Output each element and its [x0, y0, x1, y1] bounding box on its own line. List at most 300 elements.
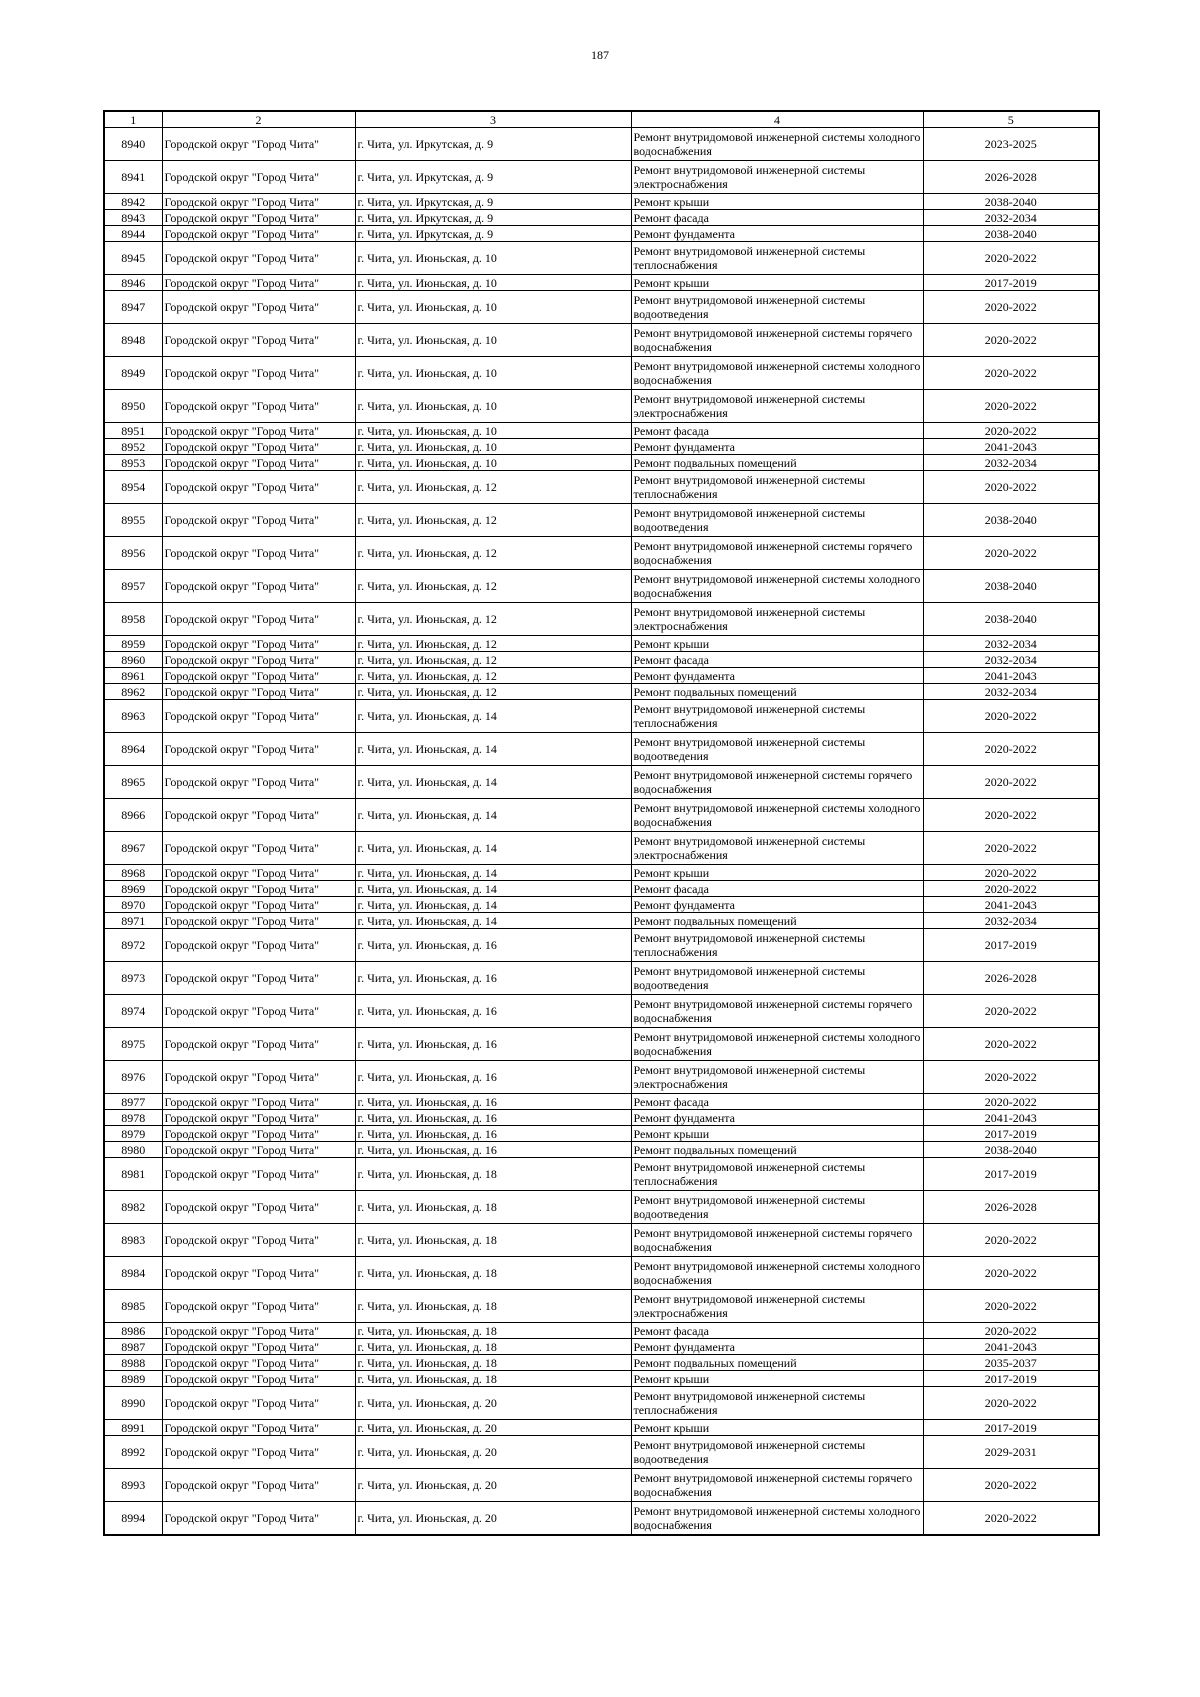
address-cell: г. Чита, ул. Июньская, д. 12: [355, 636, 631, 652]
work-type-cell: Ремонт внутридомовой инженерной системы холодного водоснабжения: [631, 799, 923, 832]
district-cell: Городской округ "Город Чита": [162, 1142, 355, 1158]
district-cell: Городской округ "Город Чита": [162, 799, 355, 832]
table-row: [104, 913, 1099, 929]
table-row: [104, 1094, 1099, 1110]
district-cell: Городской округ "Город Чита": [162, 1158, 355, 1191]
work-type-cell: Ремонт внутридомовой инженерной системы горячего водоснабжения: [631, 766, 923, 799]
table-body: [104, 128, 1099, 1536]
address-cell: г. Чита, ул. Июньская, д. 16: [355, 1142, 631, 1158]
work-type-cell: Ремонт внутридомовой инженерной системы электроснабжения: [631, 390, 923, 423]
district-cell: Городской округ "Город Чита": [162, 390, 355, 423]
district-cell: Городской округ "Город Чита": [162, 733, 355, 766]
district-cell: Городской округ "Город Чита": [162, 291, 355, 324]
row-number-cell: 8945: [104, 242, 162, 275]
district-cell: Городской округ "Город Чита": [162, 455, 355, 471]
period-cell: 2020-2022: [923, 291, 1099, 324]
address-cell: г. Чита, ул. Июньская, д. 18: [355, 1355, 631, 1371]
period-cell: 2020-2022: [923, 1323, 1099, 1339]
table-row: [104, 324, 1099, 357]
address-cell: г. Чита, ул. Июньская, д. 14: [355, 913, 631, 929]
work-type-cell: Ремонт внутридомовой инженерной системы горячего водоснабжения: [631, 324, 923, 357]
work-type-cell: Ремонт внутридомовой инженерной системы горячего водоснабжения: [631, 537, 923, 570]
period-cell: 2032-2034: [923, 652, 1099, 668]
table-row: [104, 766, 1099, 799]
row-number-cell: 8947: [104, 291, 162, 324]
row-number-cell: 8955: [104, 504, 162, 537]
district-cell: Городской округ "Город Чита": [162, 1094, 355, 1110]
table-row: [104, 1502, 1099, 1536]
table-row: [104, 439, 1099, 455]
table-row: [104, 832, 1099, 865]
address-cell: г. Чита, ул. Июньская, д. 14: [355, 897, 631, 913]
work-type-cell: Ремонт внутридомовой инженерной системы электроснабжения: [631, 161, 923, 194]
column-header-2: 2: [162, 111, 355, 128]
table-row: [104, 1469, 1099, 1502]
period-cell: 2035-2037: [923, 1355, 1099, 1371]
row-number-cell: 8967: [104, 832, 162, 865]
district-cell: Городской округ "Город Чита": [162, 962, 355, 995]
row-number-cell: 8942: [104, 194, 162, 210]
address-cell: г. Чита, ул. Июньская, д. 10: [355, 242, 631, 275]
table-row: [104, 799, 1099, 832]
work-type-cell: Ремонт фасада: [631, 210, 923, 226]
table-row: [104, 1110, 1099, 1126]
district-cell: Городской округ "Город Чита": [162, 471, 355, 504]
period-cell: 2017-2019: [923, 1158, 1099, 1191]
address-cell: г. Чита, ул. Июньская, д. 12: [355, 652, 631, 668]
period-cell: 2020-2022: [923, 1290, 1099, 1323]
work-type-cell: Ремонт фундамента: [631, 1339, 923, 1355]
table-row: [104, 995, 1099, 1028]
column-header-1: 1: [104, 111, 162, 128]
row-number-cell: 8989: [104, 1371, 162, 1387]
work-type-cell: Ремонт внутридомовой инженерной системы горячего водоснабжения: [631, 995, 923, 1028]
district-cell: Городской округ "Город Чита": [162, 1436, 355, 1469]
work-type-cell: Ремонт подвальных помещений: [631, 684, 923, 700]
period-cell: 2020-2022: [923, 1502, 1099, 1536]
table-row: [104, 1257, 1099, 1290]
address-cell: г. Чита, ул. Июньская, д. 12: [355, 570, 631, 603]
table-row: [104, 733, 1099, 766]
table-row: [104, 1436, 1099, 1469]
row-number-cell: 8976: [104, 1061, 162, 1094]
period-cell: 2020-2022: [923, 1224, 1099, 1257]
period-cell: 2041-2043: [923, 1339, 1099, 1355]
table-row: [104, 194, 1099, 210]
row-number-cell: 8987: [104, 1339, 162, 1355]
period-cell: 2020-2022: [923, 537, 1099, 570]
period-cell: 2017-2019: [923, 275, 1099, 291]
row-number-cell: 8971: [104, 913, 162, 929]
row-number-cell: 8979: [104, 1126, 162, 1142]
column-header-4: 4: [631, 111, 923, 128]
row-number-cell: 8966: [104, 799, 162, 832]
district-cell: Городской округ "Город Чита": [162, 1191, 355, 1224]
work-type-cell: Ремонт внутридомовой инженерной системы теплоснабжения: [631, 1158, 923, 1191]
period-cell: 2032-2034: [923, 455, 1099, 471]
district-cell: Городской округ "Город Чита": [162, 1339, 355, 1355]
row-number-cell: 8986: [104, 1323, 162, 1339]
period-cell: 2020-2022: [923, 881, 1099, 897]
address-cell: г. Чита, ул. Июньская, д. 12: [355, 668, 631, 684]
period-cell: 2020-2022: [923, 995, 1099, 1028]
work-type-cell: Ремонт крыши: [631, 1126, 923, 1142]
district-cell: Городской округ "Город Чита": [162, 570, 355, 603]
period-cell: 2038-2040: [923, 226, 1099, 242]
table-row: [104, 1323, 1099, 1339]
table-row: [104, 1290, 1099, 1323]
address-cell: г. Чита, ул. Июньская, д. 18: [355, 1371, 631, 1387]
address-cell: г. Чита, ул. Июньская, д. 16: [355, 1061, 631, 1094]
address-cell: г. Чита, ул. Июньская, д. 12: [355, 504, 631, 537]
address-cell: г. Чита, ул. Иркутская, д. 9: [355, 128, 631, 161]
column-header-3: 3: [355, 111, 631, 128]
table-row: [104, 570, 1099, 603]
address-cell: г. Чита, ул. Иркутская, д. 9: [355, 161, 631, 194]
district-cell: Городской округ "Город Чита": [162, 324, 355, 357]
address-cell: г. Чита, ул. Иркутская, д. 9: [355, 194, 631, 210]
district-cell: Городской округ "Город Чита": [162, 913, 355, 929]
row-number-cell: 8991: [104, 1420, 162, 1436]
period-cell: 2020-2022: [923, 865, 1099, 881]
district-cell: Городской округ "Город Чита": [162, 897, 355, 913]
row-number-cell: 8975: [104, 1028, 162, 1061]
district-cell: Городской округ "Город Чита": [162, 1257, 355, 1290]
work-type-cell: Ремонт фундамента: [631, 668, 923, 684]
work-type-cell: Ремонт фундамента: [631, 439, 923, 455]
work-type-cell: Ремонт крыши: [631, 636, 923, 652]
address-cell: г. Чита, ул. Июньская, д. 14: [355, 881, 631, 897]
row-number-cell: 8981: [104, 1158, 162, 1191]
row-number-cell: 8960: [104, 652, 162, 668]
period-cell: 2020-2022: [923, 799, 1099, 832]
header-row: [104, 111, 1099, 128]
row-number-cell: 8944: [104, 226, 162, 242]
period-cell: 2020-2022: [923, 733, 1099, 766]
address-cell: г. Чита, ул. Июньская, д. 10: [355, 455, 631, 471]
work-type-cell: Ремонт внутридомовой инженерной системы теплоснабжения: [631, 471, 923, 504]
work-type-cell: Ремонт внутридомовой инженерной системы электроснабжения: [631, 832, 923, 865]
address-cell: г. Чита, ул. Июньская, д. 18: [355, 1158, 631, 1191]
row-number-cell: 8968: [104, 865, 162, 881]
address-cell: г. Чита, ул. Июньская, д. 18: [355, 1339, 631, 1355]
row-number-cell: 8988: [104, 1355, 162, 1371]
work-type-cell: Ремонт внутридомовой инженерной системы теплоснабжения: [631, 1387, 923, 1420]
district-cell: Городской округ "Город Чита": [162, 1371, 355, 1387]
district-cell: Городской округ "Город Чита": [162, 636, 355, 652]
table-row: [104, 275, 1099, 291]
district-cell: Городской округ "Город Чита": [162, 865, 355, 881]
district-cell: Городской округ "Город Чита": [162, 242, 355, 275]
district-cell: Городской округ "Город Чита": [162, 603, 355, 636]
address-cell: г. Чита, ул. Июньская, д. 12: [355, 603, 631, 636]
address-cell: г. Чита, ул. Июньская, д. 12: [355, 471, 631, 504]
table-row: [104, 471, 1099, 504]
row-number-cell: 8963: [104, 700, 162, 733]
work-type-cell: Ремонт внутридомовой инженерной системы холодного водоснабжения: [631, 357, 923, 390]
row-number-cell: 8970: [104, 897, 162, 913]
district-cell: Городской округ "Город Чита": [162, 929, 355, 962]
address-cell: г. Чита, ул. Июньская, д. 10: [355, 439, 631, 455]
work-type-cell: Ремонт фасада: [631, 1094, 923, 1110]
period-cell: 2017-2019: [923, 1126, 1099, 1142]
district-cell: Городской округ "Город Чита": [162, 1469, 355, 1502]
period-cell: 2020-2022: [923, 1094, 1099, 1110]
row-number-cell: 8954: [104, 471, 162, 504]
address-cell: г. Чита, ул. Июньская, д. 10: [355, 291, 631, 324]
period-cell: 2017-2019: [923, 1420, 1099, 1436]
work-type-cell: Ремонт фундамента: [631, 1110, 923, 1126]
column-header-5: 5: [923, 111, 1099, 128]
table-row: [104, 603, 1099, 636]
district-cell: Городской округ "Город Чита": [162, 210, 355, 226]
work-type-cell: Ремонт внутридомовой инженерной системы электроснабжения: [631, 603, 923, 636]
address-cell: г. Чита, ул. Июньская, д. 16: [355, 1110, 631, 1126]
row-number-cell: 8982: [104, 1191, 162, 1224]
period-cell: 2026-2028: [923, 962, 1099, 995]
district-cell: Городской округ "Город Чита": [162, 1387, 355, 1420]
row-number-cell: 8948: [104, 324, 162, 357]
address-cell: г. Чита, ул. Июньская, д. 10: [355, 275, 631, 291]
work-type-cell: Ремонт крыши: [631, 1371, 923, 1387]
address-cell: г. Чита, ул. Июньская, д. 10: [355, 357, 631, 390]
work-type-cell: Ремонт внутридомовой инженерной системы водоотведения: [631, 291, 923, 324]
table-row: [104, 668, 1099, 684]
table-row: [104, 357, 1099, 390]
work-type-cell: Ремонт фундамента: [631, 897, 923, 913]
table-row: [104, 1191, 1099, 1224]
district-cell: Городской округ "Город Чита": [162, 1061, 355, 1094]
row-number-cell: 8965: [104, 766, 162, 799]
row-number-cell: 8969: [104, 881, 162, 897]
address-cell: г. Чита, ул. Июньская, д. 10: [355, 423, 631, 439]
work-type-cell: Ремонт фундамента: [631, 226, 923, 242]
work-type-cell: Ремонт внутридомовой инженерной системы электроснабжения: [631, 1061, 923, 1094]
address-cell: г. Чита, ул. Июньская, д. 14: [355, 733, 631, 766]
period-cell: 2038-2040: [923, 1142, 1099, 1158]
row-number-cell: 8961: [104, 668, 162, 684]
address-cell: г. Чита, ул. Июньская, д. 20: [355, 1469, 631, 1502]
row-number-cell: 8952: [104, 439, 162, 455]
district-cell: Городской округ "Город Чита": [162, 1126, 355, 1142]
address-cell: г. Чита, ул. Июньская, д. 20: [355, 1420, 631, 1436]
table-row: [104, 684, 1099, 700]
work-type-cell: Ремонт крыши: [631, 1420, 923, 1436]
period-cell: 2020-2022: [923, 1257, 1099, 1290]
district-cell: Городской округ "Город Чита": [162, 766, 355, 799]
district-cell: Городской округ "Город Чита": [162, 1028, 355, 1061]
row-number-cell: 8959: [104, 636, 162, 652]
table-row: [104, 1061, 1099, 1094]
row-number-cell: 8972: [104, 929, 162, 962]
address-cell: г. Чита, ул. Июньская, д. 18: [355, 1191, 631, 1224]
address-cell: г. Чита, ул. Июньская, д. 16: [355, 1094, 631, 1110]
district-cell: Городской округ "Город Чита": [162, 194, 355, 210]
table-row: [104, 1158, 1099, 1191]
table-row: [104, 1126, 1099, 1142]
district-cell: Городской округ "Город Чита": [162, 1224, 355, 1257]
work-type-cell: Ремонт внутридомовой инженерной системы теплоснабжения: [631, 929, 923, 962]
row-number-cell: 8946: [104, 275, 162, 291]
district-cell: Городской округ "Город Чита": [162, 668, 355, 684]
district-cell: Городской округ "Город Чита": [162, 226, 355, 242]
work-type-cell: Ремонт фасада: [631, 652, 923, 668]
period-cell: 2032-2034: [923, 636, 1099, 652]
row-number-cell: 8956: [104, 537, 162, 570]
table-row: [104, 897, 1099, 913]
row-number-cell: 8994: [104, 1502, 162, 1536]
table-row: [104, 1420, 1099, 1436]
district-cell: Городской округ "Город Чита": [162, 1355, 355, 1371]
row-number-cell: 8953: [104, 455, 162, 471]
row-number-cell: 8943: [104, 210, 162, 226]
row-number-cell: 8993: [104, 1469, 162, 1502]
address-cell: г. Чита, ул. Июньская, д. 20: [355, 1502, 631, 1536]
period-cell: 2026-2028: [923, 161, 1099, 194]
address-cell: г. Чита, ул. Июньская, д. 10: [355, 324, 631, 357]
table-row: [104, 242, 1099, 275]
district-cell: Городской округ "Город Чита": [162, 832, 355, 865]
period-cell: 2032-2034: [923, 684, 1099, 700]
address-cell: г. Чита, ул. Июньская, д. 14: [355, 832, 631, 865]
period-cell: 2041-2043: [923, 439, 1099, 455]
period-cell: 2020-2022: [923, 766, 1099, 799]
table-row: [104, 161, 1099, 194]
row-number-cell: 8978: [104, 1110, 162, 1126]
work-type-cell: Ремонт фасада: [631, 423, 923, 439]
period-cell: 2020-2022: [923, 390, 1099, 423]
row-number-cell: 8957: [104, 570, 162, 603]
work-type-cell: Ремонт внутридомовой инженерной системы теплоснабжения: [631, 700, 923, 733]
district-cell: Городской округ "Город Чита": [162, 357, 355, 390]
table-row: [104, 1028, 1099, 1061]
period-cell: 2032-2034: [923, 210, 1099, 226]
table-row: [104, 865, 1099, 881]
district-cell: Городской округ "Город Чита": [162, 1290, 355, 1323]
work-type-cell: Ремонт внутридомовой инженерной системы холодного водоснабжения: [631, 128, 923, 161]
address-cell: г. Чита, ул. Июньская, д. 16: [355, 1126, 631, 1142]
work-type-cell: Ремонт крыши: [631, 194, 923, 210]
address-cell: г. Чита, ул. Июньская, д. 12: [355, 684, 631, 700]
work-type-cell: Ремонт внутридомовой инженерной системы водоотведения: [631, 962, 923, 995]
page-number: 187: [591, 48, 609, 62]
table-row: [104, 1142, 1099, 1158]
address-cell: г. Чита, ул. Июньская, д. 10: [355, 390, 631, 423]
work-type-cell: Ремонт подвальных помещений: [631, 913, 923, 929]
period-cell: 2020-2022: [923, 832, 1099, 865]
repair-schedule-table: [103, 110, 1100, 1536]
address-cell: г. Чита, ул. Июньская, д. 20: [355, 1387, 631, 1420]
table-row: [104, 1224, 1099, 1257]
address-cell: г. Чита, ул. Июньская, д. 14: [355, 799, 631, 832]
period-cell: 2020-2022: [923, 1061, 1099, 1094]
work-type-cell: Ремонт фасада: [631, 1323, 923, 1339]
address-cell: г. Чита, ул. Июньская, д. 16: [355, 995, 631, 1028]
address-cell: г. Чита, ул. Июньская, д. 18: [355, 1224, 631, 1257]
table-row: [104, 1339, 1099, 1355]
work-type-cell: Ремонт внутридомовой инженерной системы горячего водоснабжения: [631, 1469, 923, 1502]
address-cell: г. Чита, ул. Июньская, д. 16: [355, 929, 631, 962]
address-cell: г. Чита, ул. Июньская, д. 12: [355, 537, 631, 570]
period-cell: 2020-2022: [923, 471, 1099, 504]
district-cell: Городской округ "Город Чита": [162, 161, 355, 194]
row-number-cell: 8990: [104, 1387, 162, 1420]
table-row: [104, 1371, 1099, 1387]
work-type-cell: Ремонт крыши: [631, 865, 923, 881]
district-cell: Городской округ "Город Чита": [162, 1502, 355, 1536]
work-type-cell: Ремонт фасада: [631, 881, 923, 897]
table-row: [104, 1355, 1099, 1371]
table-row: [104, 390, 1099, 423]
district-cell: Городской округ "Город Чита": [162, 881, 355, 897]
address-cell: г. Чита, ул. Иркутская, д. 9: [355, 226, 631, 242]
row-number-cell: 8973: [104, 962, 162, 995]
period-cell: 2017-2019: [923, 929, 1099, 962]
row-number-cell: 8949: [104, 357, 162, 390]
row-number-cell: 8985: [104, 1290, 162, 1323]
period-cell: 2020-2022: [923, 1469, 1099, 1502]
work-type-cell: Ремонт внутридомовой инженерной системы горячего водоснабжения: [631, 1224, 923, 1257]
district-cell: Городской округ "Город Чита": [162, 1323, 355, 1339]
period-cell: 2041-2043: [923, 1110, 1099, 1126]
district-cell: Городской округ "Город Чита": [162, 275, 355, 291]
work-type-cell: Ремонт внутридомовой инженерной системы холодного водоснабжения: [631, 1028, 923, 1061]
district-cell: Городской округ "Город Чита": [162, 995, 355, 1028]
row-number-cell: 8980: [104, 1142, 162, 1158]
row-number-cell: 8974: [104, 995, 162, 1028]
row-number-cell: 8940: [104, 128, 162, 161]
table-row: [104, 636, 1099, 652]
table-row: [104, 455, 1099, 471]
district-cell: Городской округ "Город Чита": [162, 684, 355, 700]
period-cell: 2038-2040: [923, 603, 1099, 636]
work-type-cell: Ремонт крыши: [631, 275, 923, 291]
table-row: [104, 881, 1099, 897]
row-number-cell: 8992: [104, 1436, 162, 1469]
period-cell: 2020-2022: [923, 324, 1099, 357]
row-number-cell: 8950: [104, 390, 162, 423]
district-cell: Городской округ "Город Чита": [162, 537, 355, 570]
address-cell: г. Чита, ул. Июньская, д. 18: [355, 1257, 631, 1290]
row-number-cell: 8983: [104, 1224, 162, 1257]
table-row: [104, 423, 1099, 439]
address-cell: г. Чита, ул. Июньская, д. 20: [355, 1436, 631, 1469]
row-number-cell: 8977: [104, 1094, 162, 1110]
period-cell: 2038-2040: [923, 194, 1099, 210]
address-cell: г. Чита, ул. Июньская, д. 14: [355, 700, 631, 733]
table-row: [104, 504, 1099, 537]
work-type-cell: Ремонт подвальных помещений: [631, 1355, 923, 1371]
period-cell: 2020-2022: [923, 1387, 1099, 1420]
work-type-cell: Ремонт внутридомовой инженерной системы холодного водоснабжения: [631, 1257, 923, 1290]
table-row: [104, 226, 1099, 242]
district-cell: Городской округ "Город Чита": [162, 700, 355, 733]
work-type-cell: Ремонт внутридомовой инженерной системы водоотведения: [631, 733, 923, 766]
work-type-cell: Ремонт внутридомовой инженерной системы холодного водоснабжения: [631, 570, 923, 603]
table-row: [104, 929, 1099, 962]
work-type-cell: Ремонт внутридомовой инженерной системы электроснабжения: [631, 1290, 923, 1323]
district-cell: Городской округ "Город Чита": [162, 1420, 355, 1436]
work-type-cell: Ремонт внутридомовой инженерной системы водоотведения: [631, 1191, 923, 1224]
period-cell: 2020-2022: [923, 700, 1099, 733]
work-type-cell: Ремонт внутридомовой инженерной системы холодного водоснабжения: [631, 1502, 923, 1536]
row-number-cell: 8941: [104, 161, 162, 194]
row-number-cell: 8951: [104, 423, 162, 439]
district-cell: Городской округ "Город Чита": [162, 128, 355, 161]
period-cell: 2041-2043: [923, 897, 1099, 913]
work-type-cell: Ремонт внутридомовой инженерной системы водоотведения: [631, 1436, 923, 1469]
work-type-cell: Ремонт внутридомовой инженерной системы теплоснабжения: [631, 242, 923, 275]
